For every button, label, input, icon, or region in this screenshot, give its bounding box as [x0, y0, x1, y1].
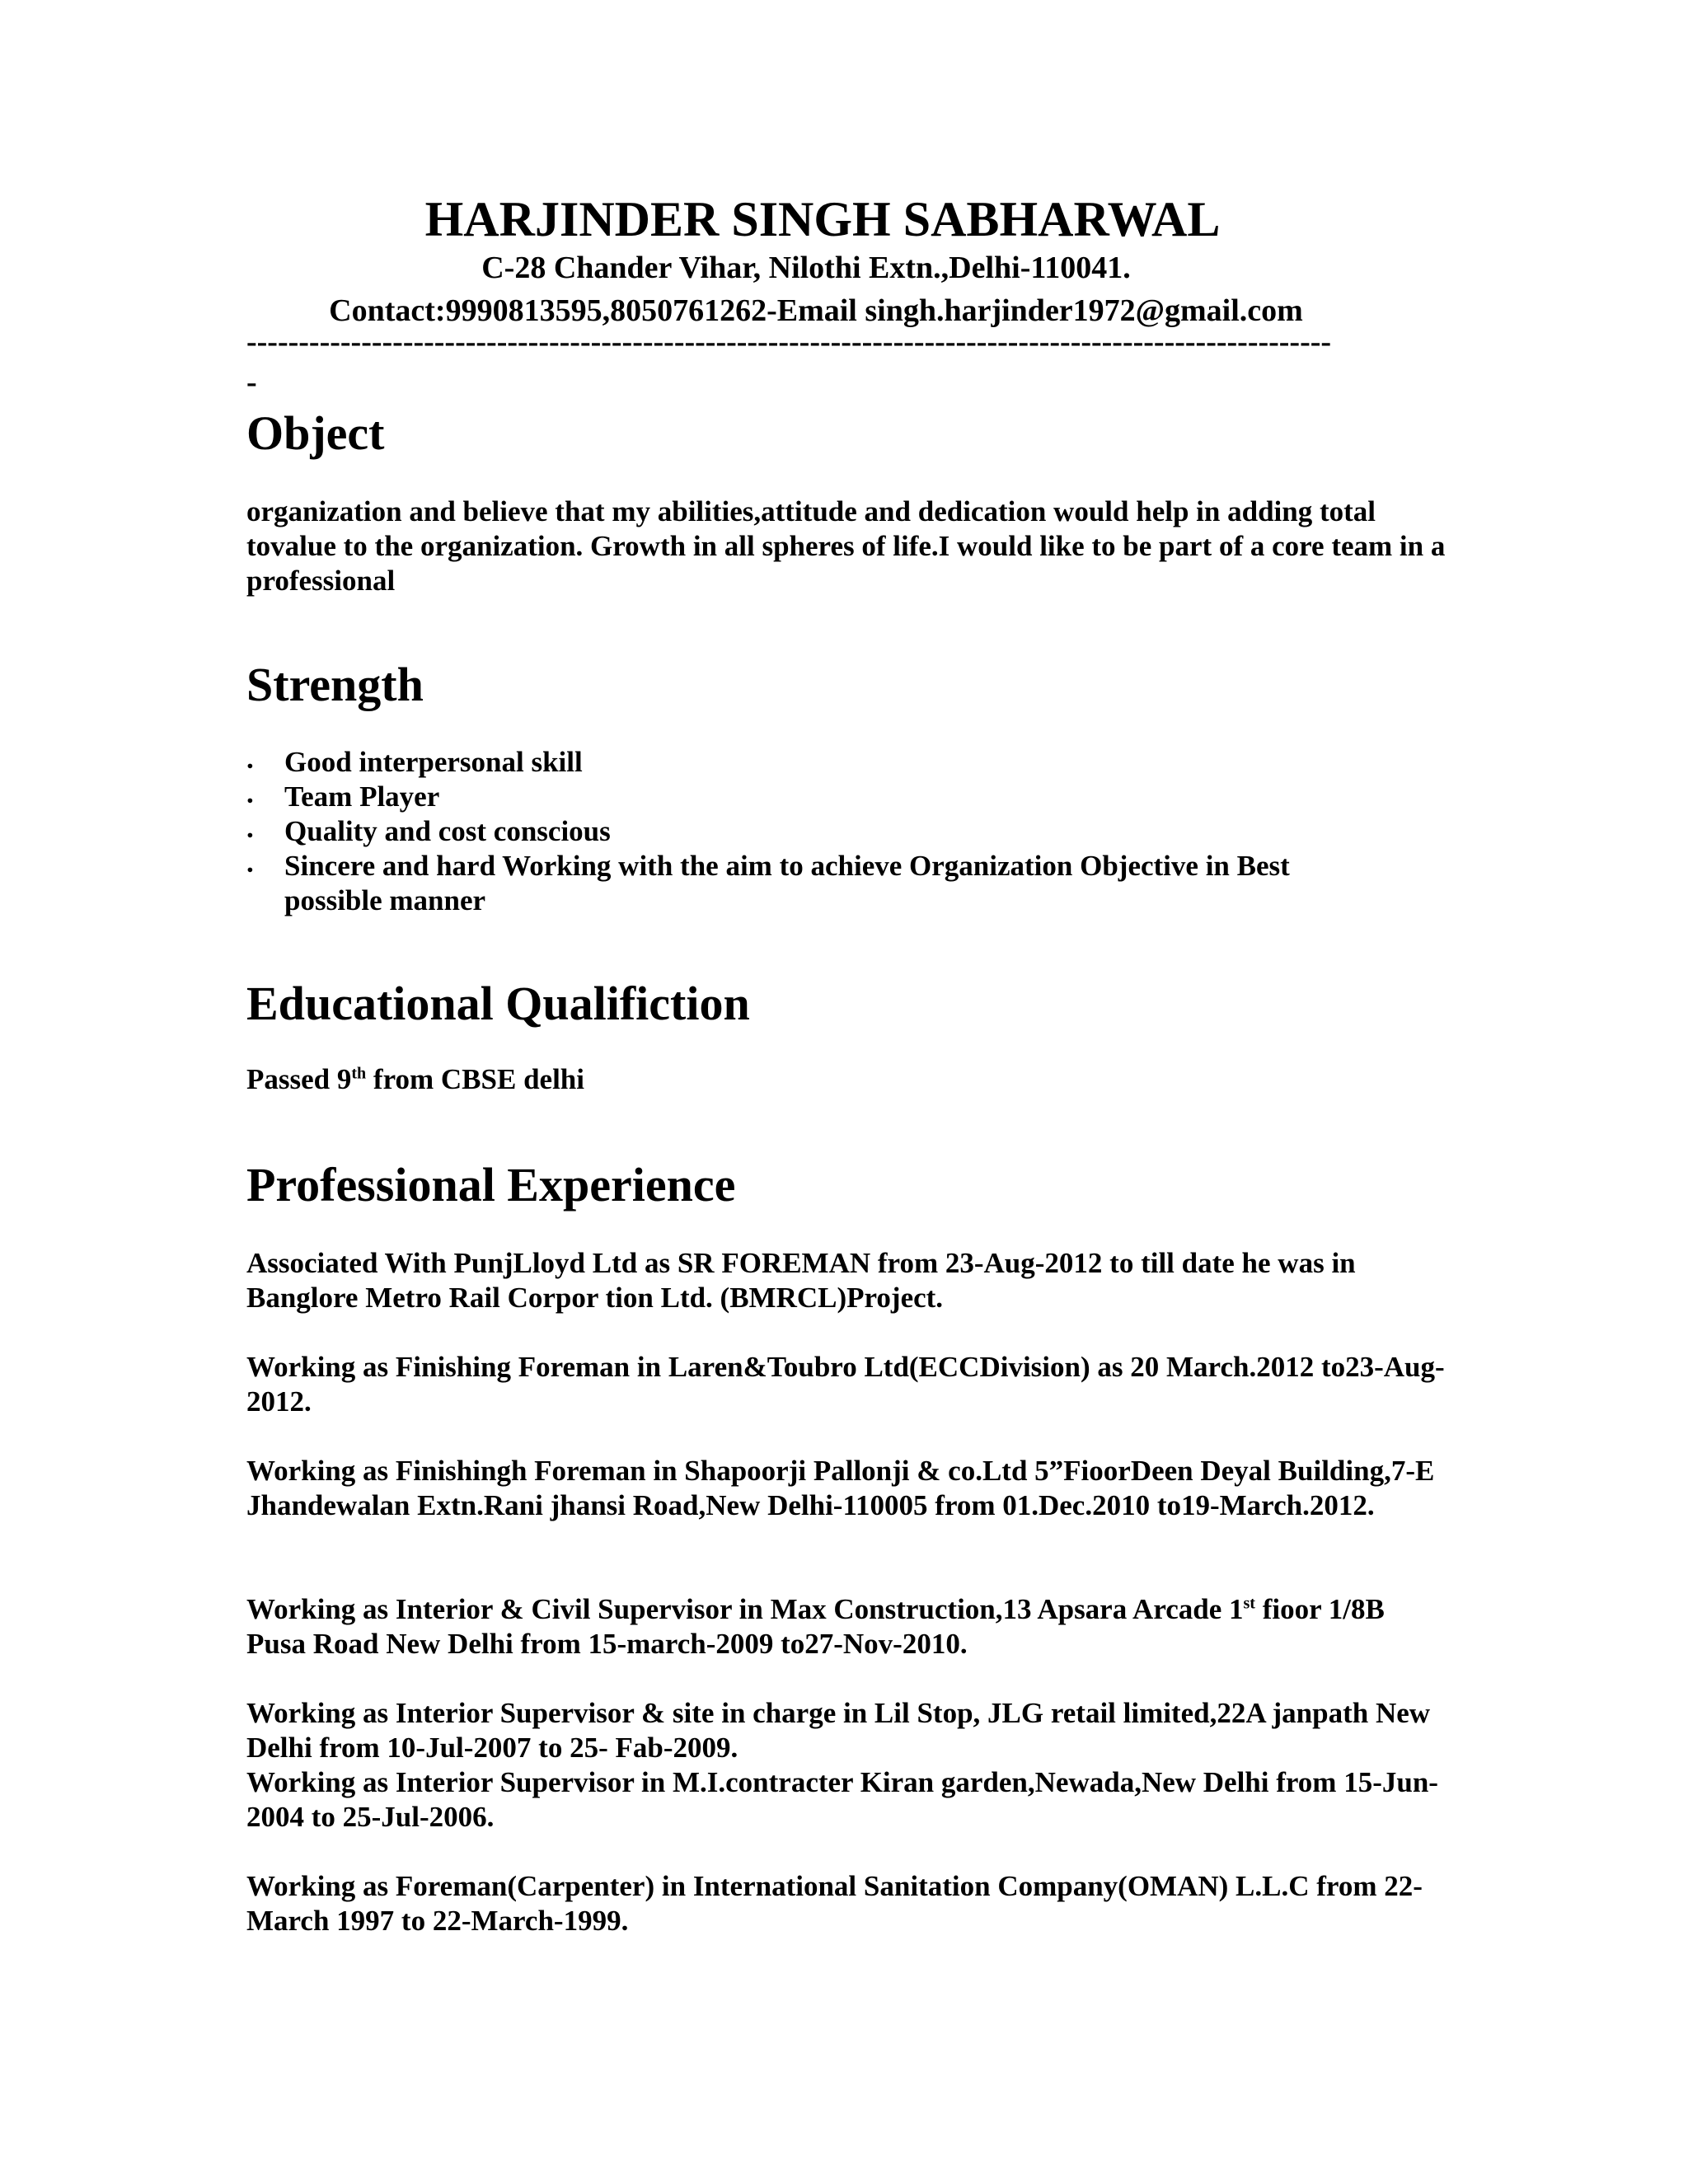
- experience-item: Working as Interior Supervisor in M.I.contracter Kiran garden,Newada,New Delhi from 15-Jun-2004 to 25-Jul-2006.: [246, 1766, 1438, 1833]
- divider-line-tail: -: [246, 365, 257, 400]
- candidate-contact: Contact:9990813595,8050761262-Email singh.harjinder1972@gmail.com: [329, 293, 1303, 328]
- object-heading: Object: [246, 406, 385, 460]
- education-heading: Educational Qualifiction: [246, 977, 750, 1030]
- list-item: [246, 745, 1389, 780]
- strength-item: Good interpersonal skill: [284, 746, 583, 778]
- divider-line: --------------------------------------------------------------------------------------------------------: [246, 325, 1332, 359]
- bullet-mark: .: [246, 777, 254, 809]
- experience-item: Working as Finishingh Foreman in Shapoorji Pallonji & co.Ltd 5”FioorDeen Deyal Building,7-E Jhandewalan Extn.Rani jhansi Road,New Delhi-110005 from 01.Dec.2010 to19-March.2012.: [246, 1455, 1435, 1521]
- list-item: [246, 814, 1389, 849]
- education-text-after: from CBSE delhi: [366, 1063, 584, 1095]
- experience-item: Working as Interior Supervisor & site in charge in Lil Stop, JLG retail limited,22A janpath New Delhi from 10-Jul-2007 to 25- Fab-2009.: [246, 1697, 1431, 1764]
- strength-list: [246, 745, 1389, 918]
- object-text: organization and believe that my abilities,attitude and dedication would help in adding total tovalue to the organization. Growth in all spheres of life.I would like to be part of a core team in a professional: [246, 495, 1446, 597]
- list-item: [246, 777, 1389, 814]
- experience-item: Working as Foreman(Carpenter) in International Sanitation Company(OMAN) L.L.C from 22-March 1997 to 22-March-1999.: [246, 1870, 1423, 1937]
- bullet-mark: .: [246, 812, 254, 844]
- experience-item: [246, 1592, 1450, 1661]
- candidate-address: C-28 Chander Vihar, Nilothi Extn.,Delhi-110041.: [481, 251, 1131, 285]
- candidate-name: HARJINDER SINGH SABHARWAL: [424, 192, 1221, 246]
- experience-superscript: st: [1243, 1594, 1255, 1613]
- strength-item: Sincere and hard Working with the aim to achieve Organization Objective in Best possible manner: [284, 850, 1290, 916]
- experience-text: fioor 1/8B Pusa Road New Delhi from 15-march-2009 to27-Nov-2010.: [246, 1593, 1385, 1660]
- education-superscript: th: [351, 1064, 367, 1083]
- experience-item: Working as Finishing Foreman in Laren&Toubro Ltd(ECCDivision) as 20 March.2012 to23-Aug-2012.: [246, 1351, 1445, 1418]
- education-text: [246, 1062, 1450, 1097]
- list-item: [246, 846, 1389, 918]
- strength-item: Team Player: [284, 780, 440, 813]
- experience-heading: Professional Experience: [246, 1158, 736, 1212]
- strength-heading: Strength: [246, 658, 424, 711]
- bullet-mark: .: [246, 846, 254, 879]
- experience-item: Associated With PunjLloyd Ltd as SR FOREMAN from 23-Aug-2012 to till date he was in Banglore Metro Rail Corpor tion Ltd. (BMRCL)Project.: [246, 1247, 1356, 1314]
- experience-text: Working as Interior & Civil Supervisor in Max Construction,13 Apsara Arcade 1: [246, 1593, 1244, 1625]
- education-text-before: Passed 9: [246, 1063, 352, 1095]
- strength-item: Quality and cost conscious: [284, 815, 611, 847]
- bullet-mark: .: [246, 743, 254, 775]
